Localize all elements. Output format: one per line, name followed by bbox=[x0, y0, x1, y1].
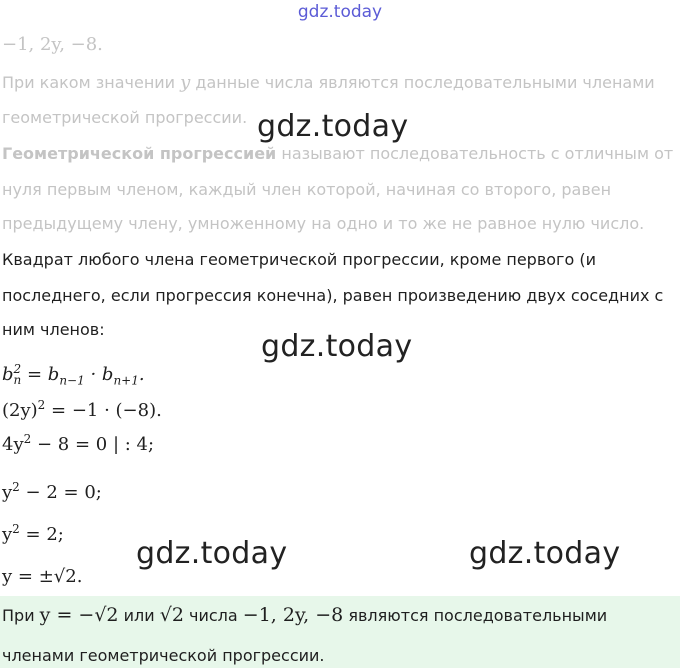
math-dot: · b bbox=[84, 364, 114, 385]
answer-chisla: числа bbox=[183, 606, 243, 625]
math-m5-rhs: = 2; bbox=[19, 524, 64, 545]
answer-expr-3: −1, 2y, −8 bbox=[242, 604, 344, 626]
definition-line-2: нуля первым членом, каждый член которой, начиная со второго, равен bbox=[2, 180, 612, 199]
property-line-3: ним членов: bbox=[2, 320, 105, 339]
answer-rest: являются последовательными bbox=[343, 606, 608, 625]
question-line-2: геометрической прогрессии. bbox=[2, 108, 248, 127]
watermark-4: gdz.today bbox=[469, 536, 621, 571]
math-b: b bbox=[2, 364, 14, 385]
math-m2-lhs: (2y) bbox=[2, 400, 38, 421]
math-m4-sup: 2 bbox=[12, 480, 20, 494]
question-text-b: данные числа являются последовательными членами bbox=[190, 73, 655, 92]
math-m5-lhs: y bbox=[2, 524, 13, 545]
math-line-1 bbox=[2, 364, 145, 388]
math-sup: 2 bbox=[13, 362, 22, 376]
answer-expr-2: √2 bbox=[159, 604, 184, 626]
watermark-top: gdz.today bbox=[297, 2, 383, 22]
answer-expr-1: y = −√2 bbox=[39, 604, 119, 626]
math-m4-rhs: − 2 = 0; bbox=[19, 482, 102, 503]
definition-line-1 bbox=[2, 144, 673, 163]
math-end: . bbox=[138, 364, 145, 385]
numbers-line: −1, 2y, −8. bbox=[2, 34, 103, 55]
math-line-5 bbox=[2, 522, 64, 545]
answer-ili: или bbox=[118, 606, 160, 625]
math-line-2 bbox=[2, 398, 162, 421]
question-line-1 bbox=[2, 72, 655, 93]
math-m2-sup: 2 bbox=[37, 398, 46, 412]
math-m3-sup: 2 bbox=[23, 432, 32, 446]
math-m4-lhs: y bbox=[2, 482, 13, 503]
watermark-1: gdz.today bbox=[257, 109, 409, 144]
watermark-2: gdz.today bbox=[261, 329, 413, 364]
math-line-6: y = ±√2. bbox=[2, 566, 83, 587]
property-line-2: последнего, если прогрессия конечна), равен произведению двух соседних с bbox=[2, 286, 664, 305]
answer-pri: При bbox=[2, 606, 40, 625]
question-var-y: y bbox=[180, 72, 191, 93]
math-sub2: n−1 bbox=[59, 373, 85, 388]
math-m2-rhs: = −1 · (−8). bbox=[45, 400, 162, 421]
math-line-4 bbox=[2, 480, 102, 503]
answer-line-2: членами геометрической прогрессии. bbox=[2, 646, 325, 665]
math-sub3: n+1 bbox=[113, 373, 139, 388]
math-m3-lhs: 4y bbox=[2, 434, 24, 455]
definition-line-3: предыдущему члену, умноженному на одно и то же не равное нулю число. bbox=[2, 214, 645, 233]
question-text-a: При каком значении bbox=[2, 73, 181, 92]
watermark-3: gdz.today bbox=[136, 536, 288, 571]
definition-text-1: называют последовательность с отличным от bbox=[276, 144, 674, 163]
math-line-3 bbox=[2, 432, 154, 455]
math-eq: = b bbox=[21, 364, 60, 385]
math-m3-rhs: − 8 = 0 | : 4; bbox=[31, 434, 155, 455]
math-m5-sup: 2 bbox=[12, 522, 20, 536]
answer-line-1 bbox=[2, 604, 607, 626]
definition-term: Геометрической прогрессией bbox=[2, 144, 277, 163]
math-sub: n bbox=[13, 373, 22, 387]
property-line-1: Квадрат любого члена геометрической прогрессии, кроме первого (и bbox=[2, 250, 596, 269]
